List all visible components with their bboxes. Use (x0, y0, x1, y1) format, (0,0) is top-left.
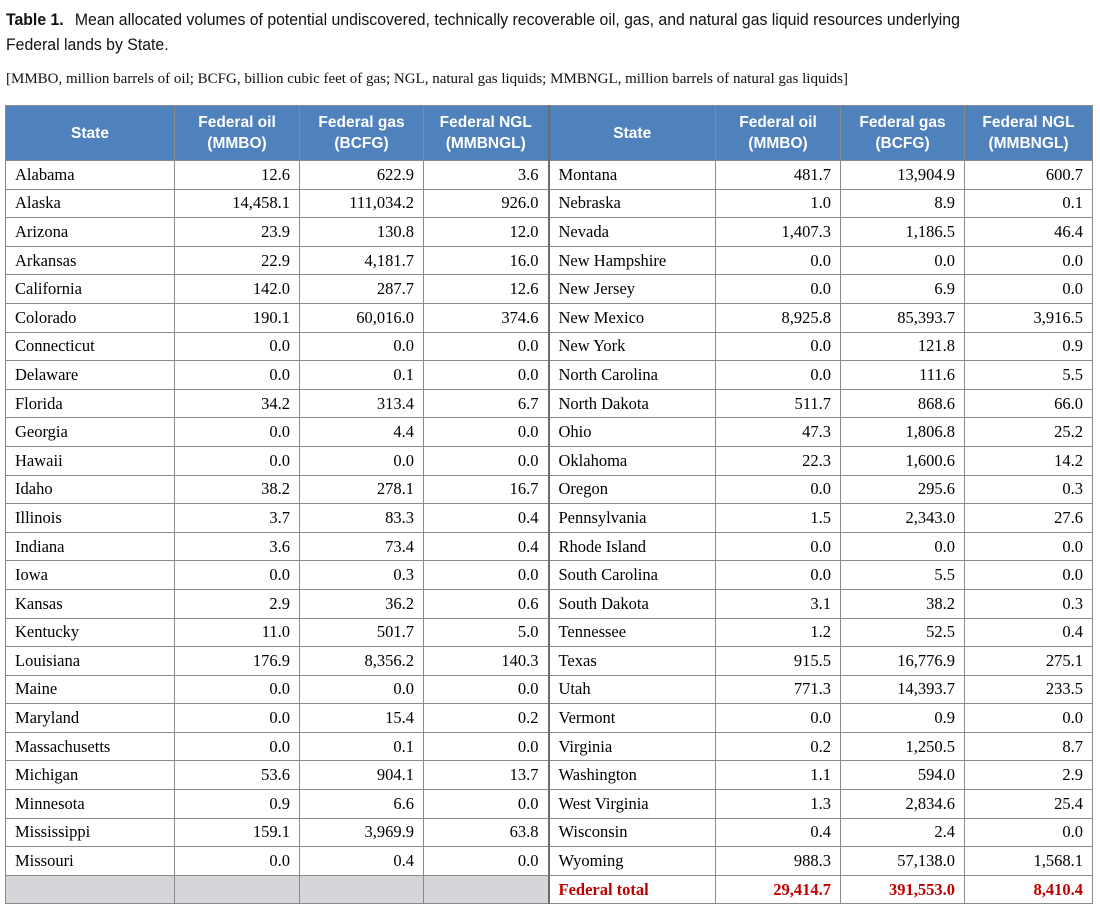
state-cell: West Virginia (549, 790, 716, 819)
state-cell: Kansas (6, 589, 175, 618)
state-cell: Nevada (549, 218, 716, 247)
gas-cell: 2.4 (841, 818, 965, 847)
table-footer (6, 875, 1093, 904)
oil-cell: 481.7 (716, 161, 841, 190)
state-cell: Indiana (6, 532, 175, 561)
state-cell: New York (549, 332, 716, 361)
oil-cell: 53.6 (175, 761, 300, 790)
gas-cell: 121.8 (841, 332, 965, 361)
table-row (6, 790, 1093, 819)
table-number: Table 1. (6, 10, 64, 29)
oil-cell: 0.2 (716, 732, 841, 761)
ngl-cell: 0.0 (424, 847, 549, 876)
oil-cell: 0.0 (716, 361, 841, 390)
state-cell: Texas (549, 647, 716, 676)
gas-cell: 13,904.9 (841, 161, 965, 190)
state-cell: Arizona (6, 218, 175, 247)
table-row (6, 418, 1093, 447)
header-state-left: State (6, 106, 175, 161)
ngl-cell: 0.0 (965, 704, 1093, 733)
gas-cell: 1,250.5 (841, 732, 965, 761)
total-oil: 29,414.7 (716, 875, 841, 904)
gas-cell: 0.3 (300, 561, 424, 590)
ngl-cell: 5.5 (965, 361, 1093, 390)
header-state-right: State (549, 106, 716, 161)
state-cell: Minnesota (6, 790, 175, 819)
ngl-cell: 16.7 (424, 475, 549, 504)
gas-cell: 1,600.6 (841, 446, 965, 475)
gas-cell: 14,393.7 (841, 675, 965, 704)
ngl-cell: 233.5 (965, 675, 1093, 704)
ngl-cell: 0.0 (965, 246, 1093, 275)
ngl-cell: 0.0 (424, 675, 549, 704)
state-cell: Wisconsin (549, 818, 716, 847)
gas-cell: 4,181.7 (300, 246, 424, 275)
ngl-cell: 275.1 (965, 647, 1093, 676)
gas-cell: 2,343.0 (841, 504, 965, 533)
state-cell: North Carolina (549, 361, 716, 390)
table-row (6, 303, 1093, 332)
oil-cell: 3.7 (175, 504, 300, 533)
gas-cell: 6.6 (300, 790, 424, 819)
oil-cell: 22.3 (716, 446, 841, 475)
oil-cell: 0.0 (716, 561, 841, 590)
oil-cell: 0.0 (175, 446, 300, 475)
oil-cell: 0.0 (716, 246, 841, 275)
state-cell: Michigan (6, 761, 175, 790)
table-row (6, 818, 1093, 847)
gas-cell: 278.1 (300, 475, 424, 504)
table-row (6, 618, 1093, 647)
oil-cell: 1.1 (716, 761, 841, 790)
oil-cell: 3.1 (716, 589, 841, 618)
header-row (6, 106, 1093, 161)
oil-cell: 0.0 (175, 847, 300, 876)
table-row (6, 704, 1093, 733)
ngl-cell: 46.4 (965, 218, 1093, 247)
header-ngl-right: Federal NGL (MMBNGL) (965, 106, 1093, 161)
ngl-cell: 0.0 (424, 561, 549, 590)
oil-cell: 176.9 (175, 647, 300, 676)
state-cell: Oregon (549, 475, 716, 504)
state-cell: Virginia (549, 732, 716, 761)
table-row (6, 275, 1093, 304)
table-row (6, 218, 1093, 247)
table-row (6, 246, 1093, 275)
gas-cell: 1,186.5 (841, 218, 965, 247)
ngl-cell: 374.6 (424, 303, 549, 332)
state-cell: Missouri (6, 847, 175, 876)
oil-cell: 0.9 (175, 790, 300, 819)
oil-cell: 0.0 (175, 418, 300, 447)
oil-cell: 1.5 (716, 504, 841, 533)
state-cell: South Carolina (549, 561, 716, 590)
gas-cell: 60,016.0 (300, 303, 424, 332)
table-row (6, 847, 1093, 876)
ngl-cell: 0.6 (424, 589, 549, 618)
gas-cell: 85,393.7 (841, 303, 965, 332)
table-header (6, 106, 1093, 161)
table-row (6, 504, 1093, 533)
state-cell: Florida (6, 389, 175, 418)
ngl-cell: 6.7 (424, 389, 549, 418)
ngl-cell: 3.6 (424, 161, 549, 190)
gas-cell: 8,356.2 (300, 647, 424, 676)
table-row (6, 675, 1093, 704)
units-note: [MMBO, million barrels of oil; BCFG, billion cubic feet of gas; NGL, natural gas liquids; MMBNGL, million barrels of natural gas liquids] (6, 71, 848, 87)
oil-cell: 34.2 (175, 389, 300, 418)
oil-cell: 511.7 (716, 389, 841, 418)
ngl-cell: 140.3 (424, 647, 549, 676)
table-row (6, 647, 1093, 676)
ngl-cell: 5.0 (424, 618, 549, 647)
state-cell: New Mexico (549, 303, 716, 332)
oil-cell: 0.0 (716, 332, 841, 361)
state-cell: New Hampshire (549, 246, 716, 275)
state-cell: Montana (549, 161, 716, 190)
gas-cell: 57,138.0 (841, 847, 965, 876)
gas-cell: 0.9 (841, 704, 965, 733)
state-cell: Rhode Island (549, 532, 716, 561)
oil-cell: 190.1 (175, 303, 300, 332)
ngl-cell: 0.4 (424, 504, 549, 533)
oil-cell: 988.3 (716, 847, 841, 876)
oil-cell: 915.5 (716, 647, 841, 676)
gas-cell: 0.0 (841, 246, 965, 275)
gas-cell: 52.5 (841, 618, 965, 647)
resources-table (5, 105, 1093, 904)
ngl-cell: 0.0 (424, 361, 549, 390)
ngl-cell: 0.0 (424, 418, 549, 447)
gas-cell: 501.7 (300, 618, 424, 647)
ngl-cell: 0.4 (424, 532, 549, 561)
state-cell: Maryland (6, 704, 175, 733)
ngl-cell: 0.0 (965, 561, 1093, 590)
gas-cell: 15.4 (300, 704, 424, 733)
table-row (6, 475, 1093, 504)
gas-cell: 0.0 (300, 446, 424, 475)
ngl-cell: 0.9 (965, 332, 1093, 361)
empty-cell (424, 875, 549, 904)
state-cell: Idaho (6, 475, 175, 504)
total-row (6, 875, 1093, 904)
state-cell: Kentucky (6, 618, 175, 647)
header-ngl-left: Federal NGL (MMBNGL) (424, 106, 549, 161)
ngl-cell: 27.6 (965, 504, 1093, 533)
table-title: Mean allocated volumes of potential undiscovered, technically recoverable oil, gas, and natural gas liquid resources underlying Federal lands by State. (6, 10, 960, 54)
state-cell: Arkansas (6, 246, 175, 275)
state-cell: Utah (549, 675, 716, 704)
oil-cell: 0.0 (716, 475, 841, 504)
oil-cell: 0.0 (175, 704, 300, 733)
state-cell: Connecticut (6, 332, 175, 361)
ngl-cell: 0.3 (965, 475, 1093, 504)
state-cell: Georgia (6, 418, 175, 447)
state-cell: Washington (549, 761, 716, 790)
state-cell: Tennessee (549, 618, 716, 647)
ngl-cell: 926.0 (424, 189, 549, 218)
state-cell: Maine (6, 675, 175, 704)
gas-cell: 16,776.9 (841, 647, 965, 676)
gas-cell: 868.6 (841, 389, 965, 418)
oil-cell: 771.3 (716, 675, 841, 704)
ngl-cell: 0.0 (965, 818, 1093, 847)
gas-cell: 1,806.8 (841, 418, 965, 447)
gas-cell: 38.2 (841, 589, 965, 618)
table-row (6, 732, 1093, 761)
gas-cell: 8.9 (841, 189, 965, 218)
ngl-cell: 12.0 (424, 218, 549, 247)
state-cell: New Jersey (549, 275, 716, 304)
state-cell: Massachusetts (6, 732, 175, 761)
state-cell: Alaska (6, 189, 175, 218)
table-row (6, 361, 1093, 390)
oil-cell: 2.9 (175, 589, 300, 618)
oil-cell: 0.0 (716, 532, 841, 561)
state-cell: Iowa (6, 561, 175, 590)
oil-cell: 0.0 (716, 275, 841, 304)
state-cell: Wyoming (549, 847, 716, 876)
oil-cell: 3.6 (175, 532, 300, 561)
oil-cell: 1.3 (716, 790, 841, 819)
oil-cell: 22.9 (175, 246, 300, 275)
oil-cell: 0.0 (175, 332, 300, 361)
gas-cell: 313.4 (300, 389, 424, 418)
state-cell: Vermont (549, 704, 716, 733)
table-row (6, 532, 1093, 561)
oil-cell: 1.2 (716, 618, 841, 647)
ngl-cell: 600.7 (965, 161, 1093, 190)
total-label: Federal total (549, 875, 716, 904)
empty-cell (6, 875, 175, 904)
state-cell: Pennsylvania (549, 504, 716, 533)
table-row (6, 446, 1093, 475)
oil-cell: 47.3 (716, 418, 841, 447)
header-oil-left: Federal oil (MMBO) (175, 106, 300, 161)
oil-cell: 1,407.3 (716, 218, 841, 247)
gas-cell: 287.7 (300, 275, 424, 304)
ngl-cell: 0.2 (424, 704, 549, 733)
oil-cell: 0.4 (716, 818, 841, 847)
state-cell: Alabama (6, 161, 175, 190)
state-cell: Louisiana (6, 647, 175, 676)
gas-cell: 4.4 (300, 418, 424, 447)
gas-cell: 3,969.9 (300, 818, 424, 847)
table-row (6, 332, 1093, 361)
gas-cell: 83.3 (300, 504, 424, 533)
ngl-cell: 0.0 (424, 446, 549, 475)
gas-cell: 622.9 (300, 161, 424, 190)
ngl-cell: 12.6 (424, 275, 549, 304)
table-row (6, 161, 1093, 190)
ngl-cell: 1,568.1 (965, 847, 1093, 876)
oil-cell: 38.2 (175, 475, 300, 504)
ngl-cell: 66.0 (965, 389, 1093, 418)
gas-cell: 111,034.2 (300, 189, 424, 218)
gas-cell: 111.6 (841, 361, 965, 390)
oil-cell: 0.0 (716, 704, 841, 733)
oil-cell: 142.0 (175, 275, 300, 304)
oil-cell: 1.0 (716, 189, 841, 218)
ngl-cell: 14.2 (965, 446, 1093, 475)
table-body (6, 161, 1093, 876)
ngl-cell: 63.8 (424, 818, 549, 847)
table-caption (6, 7, 1015, 57)
oil-cell: 0.0 (175, 732, 300, 761)
state-cell: North Dakota (549, 389, 716, 418)
oil-cell: 11.0 (175, 618, 300, 647)
gas-cell: 295.6 (841, 475, 965, 504)
gas-cell: 904.1 (300, 761, 424, 790)
oil-cell: 0.0 (175, 361, 300, 390)
ngl-cell: 0.0 (424, 732, 549, 761)
gas-cell: 6.9 (841, 275, 965, 304)
ngl-cell: 0.0 (424, 790, 549, 819)
ngl-cell: 0.0 (965, 275, 1093, 304)
state-cell: Colorado (6, 303, 175, 332)
empty-cell (175, 875, 300, 904)
ngl-cell: 0.0 (424, 332, 549, 361)
state-cell: Mississippi (6, 818, 175, 847)
ngl-cell: 13.7 (424, 761, 549, 790)
ngl-cell: 0.3 (965, 589, 1093, 618)
gas-cell: 5.5 (841, 561, 965, 590)
ngl-cell: 16.0 (424, 246, 549, 275)
oil-cell: 0.0 (175, 561, 300, 590)
ngl-cell: 0.1 (965, 189, 1093, 218)
table-row (6, 189, 1093, 218)
header-oil-right: Federal oil (MMBO) (716, 106, 841, 161)
table-row (6, 589, 1093, 618)
header-gas-right: Federal gas (BCFG) (841, 106, 965, 161)
gas-cell: 73.4 (300, 532, 424, 561)
gas-cell: 594.0 (841, 761, 965, 790)
table-row (6, 761, 1093, 790)
oil-cell: 14,458.1 (175, 189, 300, 218)
ngl-cell: 0.0 (965, 532, 1093, 561)
oil-cell: 12.6 (175, 161, 300, 190)
oil-cell: 0.0 (175, 675, 300, 704)
ngl-cell: 3,916.5 (965, 303, 1093, 332)
gas-cell: 0.0 (841, 532, 965, 561)
state-cell: Nebraska (549, 189, 716, 218)
ngl-cell: 25.4 (965, 790, 1093, 819)
total-gas: 391,553.0 (841, 875, 965, 904)
ngl-cell: 0.4 (965, 618, 1093, 647)
state-cell: Ohio (549, 418, 716, 447)
gas-cell: 0.1 (300, 732, 424, 761)
header-gas-left: Federal gas (BCFG) (300, 106, 424, 161)
state-cell: South Dakota (549, 589, 716, 618)
state-cell: Oklahoma (549, 446, 716, 475)
ngl-cell: 25.2 (965, 418, 1093, 447)
state-cell: Illinois (6, 504, 175, 533)
gas-cell: 130.8 (300, 218, 424, 247)
empty-cell (300, 875, 424, 904)
gas-cell: 36.2 (300, 589, 424, 618)
state-cell: Hawaii (6, 446, 175, 475)
oil-cell: 8,925.8 (716, 303, 841, 332)
state-cell: Delaware (6, 361, 175, 390)
table-row (6, 389, 1093, 418)
gas-cell: 0.0 (300, 332, 424, 361)
ngl-cell: 2.9 (965, 761, 1093, 790)
state-cell: California (6, 275, 175, 304)
oil-cell: 159.1 (175, 818, 300, 847)
oil-cell: 23.9 (175, 218, 300, 247)
gas-cell: 0.0 (300, 675, 424, 704)
gas-cell: 0.1 (300, 361, 424, 390)
gas-cell: 2,834.6 (841, 790, 965, 819)
table-row (6, 561, 1093, 590)
total-ngl: 8,410.4 (965, 875, 1093, 904)
ngl-cell: 8.7 (965, 732, 1093, 761)
gas-cell: 0.4 (300, 847, 424, 876)
